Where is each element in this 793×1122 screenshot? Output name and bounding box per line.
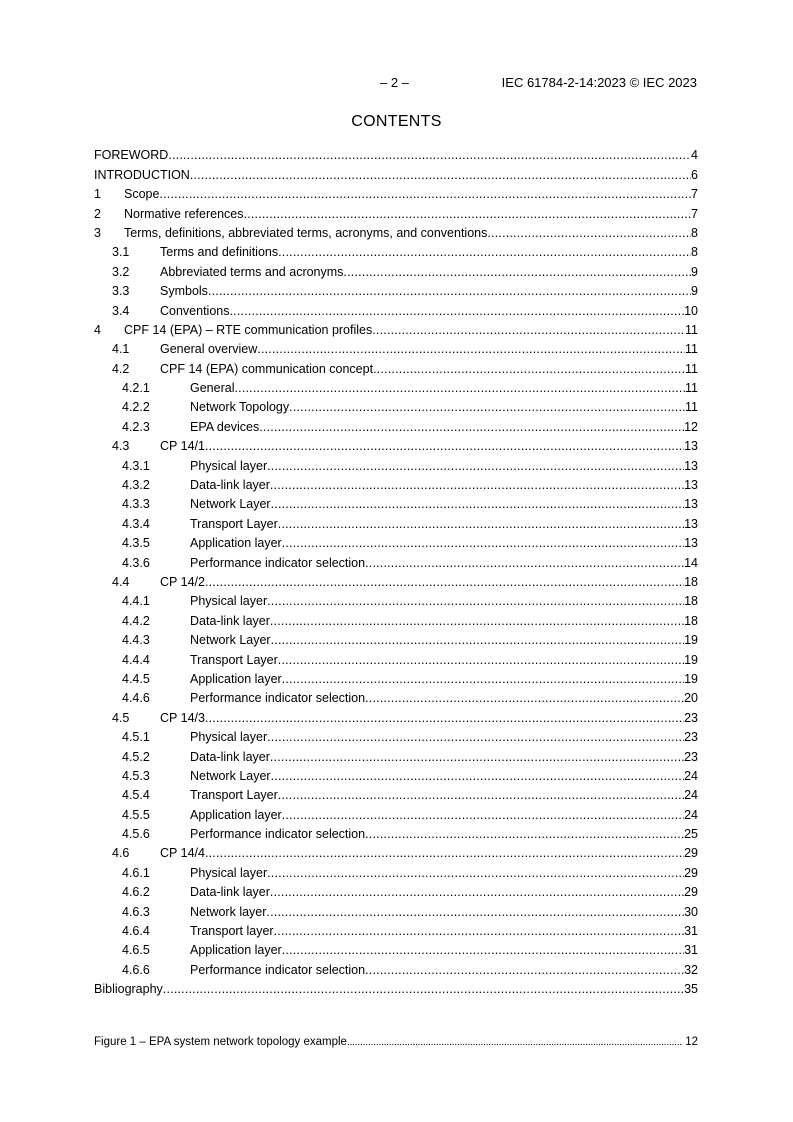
toc-entry-title: Application layer: [190, 536, 282, 551]
toc-entry-title: CP 14/4: [160, 846, 205, 861]
toc-entry[interactable]: [94, 493, 698, 512]
toc-entry[interactable]: [94, 299, 698, 318]
figure-entry-title: Figure 1 – EPA system network topology example: [94, 1036, 347, 1048]
toc-entry-page: 24: [684, 788, 698, 803]
toc-entry-title: EPA devices: [190, 419, 260, 434]
dot-leader: [365, 963, 684, 978]
dot-leader: [230, 304, 685, 319]
list-of-figures: [94, 1035, 698, 1049]
dot-leader: [365, 827, 684, 842]
toc-entry-title: Data-link layer: [190, 749, 270, 764]
toc-entry-page: 11: [685, 361, 698, 376]
toc-entry-title: Network Layer: [190, 768, 271, 783]
toc-entry-number: 3: [94, 225, 101, 240]
toc-entry-title: Performance indicator selection: [190, 962, 366, 977]
toc-entry[interactable]: [94, 377, 698, 396]
toc-entry-number: 4.2: [112, 361, 130, 376]
toc-entry-title: General: [190, 381, 235, 396]
toc-entry-number: 4.6.5: [122, 943, 150, 958]
toc-entry[interactable]: [94, 629, 698, 648]
contents-heading: CONTENTS: [351, 113, 442, 130]
figure-entry[interactable]: [94, 1035, 698, 1049]
toc-entry-title: Application layer: [190, 671, 282, 686]
toc-entry-title: Network Layer: [190, 497, 271, 512]
toc-entry[interactable]: [94, 222, 698, 241]
toc-entry-page: 35: [684, 982, 698, 997]
dot-leader: [278, 788, 684, 803]
toc-entry[interactable]: [94, 823, 698, 842]
dot-leader: [267, 594, 684, 609]
toc-entry-title: Physical layer: [190, 458, 268, 473]
toc-entry-page: 31: [684, 924, 698, 939]
toc-entry-number: 4.4: [112, 574, 130, 589]
dot-leader: [347, 1035, 682, 1049]
toc-entry[interactable]: [94, 202, 698, 221]
dot-leader: [267, 866, 684, 881]
toc-entry[interactable]: [94, 706, 698, 725]
toc-entry-number: 4.4.5: [122, 671, 150, 686]
toc-entry-number: 3.3: [112, 284, 130, 299]
toc-entry-title: CPF 14 (EPA) communication concept: [160, 361, 374, 376]
toc-entry-page: 4: [691, 148, 698, 163]
toc-entry-number: 4: [94, 322, 101, 337]
toc-entry-number: 4.4.3: [122, 633, 150, 648]
toc-entry[interactable]: [94, 765, 698, 784]
toc-entry-title: General overview: [160, 342, 258, 357]
toc-entry[interactable]: [94, 609, 698, 628]
toc-entry-number: 4.2.2: [122, 400, 150, 415]
toc-entry[interactable]: [94, 474, 698, 493]
toc-entry[interactable]: [94, 784, 698, 803]
toc-entry-title: Physical layer: [190, 730, 268, 745]
toc-entry-title: Performance indicator selection: [190, 555, 366, 570]
toc-entry-title: Performance indicator selection: [190, 691, 366, 706]
toc-entry-page: 25: [684, 827, 698, 842]
toc-entry-page: 14: [684, 555, 698, 570]
toc-entry[interactable]: [94, 241, 698, 260]
toc-entry-page: 23: [684, 730, 698, 745]
toc-entry[interactable]: [94, 280, 698, 299]
dot-leader: [234, 381, 685, 396]
toc-entry-title: Application layer: [190, 943, 282, 958]
toc-entry[interactable]: [94, 435, 698, 454]
toc-entry-page: 13: [684, 458, 698, 473]
toc-entry-title: Terms, definitions, abbreviated terms, acronyms, and conventions: [124, 225, 488, 240]
toc-entry-number: 4.5.4: [122, 788, 150, 803]
toc-entry-number: 3.1: [112, 245, 130, 260]
toc-entry[interactable]: [94, 920, 698, 939]
dot-leader: [271, 633, 685, 648]
toc-entry-page: 9: [691, 264, 698, 279]
toc-entry-title: CP 14/2: [160, 574, 205, 589]
dot-leader: [365, 691, 684, 706]
toc-entry[interactable]: [94, 338, 698, 357]
toc-entry-page: 29: [684, 885, 698, 900]
toc-entry-number: 4.6.2: [122, 885, 150, 900]
dot-leader: [365, 556, 684, 571]
toc-entry[interactable]: [94, 319, 698, 338]
toc-entry-number: 4.4.1: [122, 594, 150, 609]
toc-entry-title: Conventions: [160, 303, 230, 318]
toc-entry-number: 1: [94, 187, 101, 202]
toc-entry-number: 4.5: [112, 710, 130, 725]
toc-entry-page: 13: [684, 478, 698, 493]
toc-entry-page: 13: [684, 497, 698, 512]
toc-entry-number: 4.4.4: [122, 652, 150, 667]
dot-leader: [259, 420, 684, 435]
toc-entry-page: 29: [684, 865, 698, 880]
toc-entry-title: CP 14/1: [160, 439, 205, 454]
toc-entry-title: INTRODUCTION: [94, 167, 190, 182]
dot-leader: [267, 459, 684, 474]
toc-entry[interactable]: [94, 396, 698, 415]
toc-entry-title: Performance indicator selection: [190, 827, 366, 842]
toc-entry-title: Transport layer: [190, 924, 274, 939]
toc-entry-number: 4.6.3: [122, 904, 150, 919]
toc-entry-page: 12: [684, 419, 698, 434]
toc-entry-number: 4.5.5: [122, 807, 150, 822]
dot-leader: [274, 924, 685, 939]
toc-entry-number: 4.6.4: [122, 924, 150, 939]
dot-leader: [282, 808, 684, 823]
toc-entry[interactable]: [94, 357, 698, 376]
dot-leader: [270, 614, 684, 629]
dot-leader: [271, 769, 685, 784]
toc-entry-number: 4.2.1: [122, 381, 150, 396]
dot-leader: [168, 148, 691, 163]
toc-entry-number: 4.6: [112, 846, 130, 861]
dot-leader: [278, 517, 684, 532]
toc-entry[interactable]: [94, 668, 698, 687]
toc-entry-title: Normative references: [124, 206, 244, 221]
toc-entry-title: Abbreviated terms and acronyms: [160, 264, 344, 279]
dot-leader: [343, 265, 691, 280]
dot-leader: [270, 750, 684, 765]
dot-leader: [278, 653, 684, 668]
toc-entry-page: 23: [684, 749, 698, 764]
toc-entry[interactable]: [94, 803, 698, 822]
dot-leader: [205, 439, 684, 454]
toc-entry-title: Application layer: [190, 807, 282, 822]
toc-entry-title: Data-link layer: [190, 885, 270, 900]
dot-leader: [282, 536, 684, 551]
dot-leader: [159, 187, 691, 202]
toc-entry-page: 24: [684, 768, 698, 783]
toc-entry-number: 4.3.3: [122, 497, 150, 512]
toc-entry[interactable]: [94, 687, 698, 706]
toc-entry[interactable]: [94, 648, 698, 667]
dot-leader: [205, 575, 684, 590]
toc-entry-number: 4.3: [112, 439, 130, 454]
toc-entry-title: Scope: [124, 187, 160, 202]
dot-leader: [244, 207, 692, 222]
toc-entry-page: 13: [684, 536, 698, 551]
toc-entry-number: 4.5.3: [122, 768, 150, 783]
toc-entry[interactable]: [94, 939, 698, 958]
dot-leader: [205, 846, 684, 861]
toc-entry-page: 7: [691, 187, 698, 202]
toc-entry[interactable]: [94, 144, 698, 163]
dot-leader: [373, 362, 685, 377]
toc-entry-page: 19: [684, 633, 698, 648]
toc-entry-number: 2: [94, 206, 101, 221]
toc-entry-page: 18: [684, 574, 698, 589]
toc-entry-title: Physical layer: [190, 594, 268, 609]
toc-entry-page: 11: [685, 342, 698, 357]
toc-entry[interactable]: [94, 842, 698, 861]
toc-entry-title: CP 14/3: [160, 710, 205, 725]
dot-leader: [278, 245, 691, 260]
toc-entry[interactable]: [94, 260, 698, 279]
toc-entry[interactable]: [94, 590, 698, 609]
toc-entry-number: 4.5.1: [122, 730, 150, 745]
toc-entry[interactable]: [94, 881, 698, 900]
toc-entry-number: 3.4: [112, 303, 130, 318]
toc-entry-title: Network Layer: [190, 633, 271, 648]
toc-entry-page: 11: [685, 400, 698, 415]
toc-entry[interactable]: [94, 745, 698, 764]
toc-entry-page: 23: [684, 710, 698, 725]
toc-entry-page: 6: [691, 167, 698, 182]
toc-entry-page: 11: [685, 381, 698, 396]
toc-entry-page: 13: [684, 516, 698, 531]
toc-entry-page: 18: [684, 613, 698, 628]
toc-entry[interactable]: [94, 512, 698, 531]
dot-leader: [257, 342, 685, 357]
toc-entry-number: 4.4.2: [122, 613, 150, 628]
dot-leader: [163, 982, 684, 997]
toc-entry-page: 10: [684, 303, 698, 318]
toc-entry[interactable]: [94, 978, 698, 997]
toc-entry-title: Data-link layer: [190, 613, 270, 628]
toc-entry-number: 3.2: [112, 264, 130, 279]
toc-entry-page: 29: [684, 846, 698, 861]
toc-entry[interactable]: [94, 861, 698, 880]
toc-entry-page: 13: [684, 439, 698, 454]
toc-entry-title: Bibliography: [94, 982, 163, 997]
toc-entry-title: Terms and definitions: [160, 245, 279, 260]
toc-entry[interactable]: [94, 551, 698, 570]
toc-entry-page: 30: [684, 904, 698, 919]
dot-leader: [487, 226, 691, 241]
toc-entry-page: 9: [691, 284, 698, 299]
toc-entry-page: 18: [684, 594, 698, 609]
toc-entry-number: 4.6.6: [122, 962, 150, 977]
toc-entry-page: 19: [684, 671, 698, 686]
toc-entry-number: 4.1: [112, 342, 130, 357]
toc-entry-page: 20: [684, 691, 698, 706]
toc-entry-title: CPF 14 (EPA) – RTE communication profiles: [124, 322, 373, 337]
toc-entry-number: 4.3.2: [122, 478, 150, 493]
toc-entry-title: FOREWORD: [94, 148, 169, 163]
toc-entry-title: Network layer: [190, 904, 267, 919]
document-reference: IEC 61784-2-14:2023 © IEC 2023: [501, 75, 697, 90]
dot-leader: [266, 905, 684, 920]
toc-entry-number: 4.5.2: [122, 749, 150, 764]
toc-entry-title: Transport Layer: [190, 788, 278, 803]
toc-entry-number: 4.5.6: [122, 827, 150, 842]
toc-entry-page: 11: [685, 322, 698, 337]
toc-entry-title: Network Topology: [190, 400, 290, 415]
toc-entry[interactable]: [94, 163, 698, 182]
toc-entry[interactable]: [94, 183, 698, 202]
toc-entry-title: Transport Layer: [190, 516, 278, 531]
toc-entry-title: Symbols: [160, 284, 208, 299]
page-number: – 2 –: [380, 75, 409, 90]
toc-entry-page: 19: [684, 652, 698, 667]
toc-entry-number: 4.4.6: [122, 691, 150, 706]
dot-leader: [282, 943, 684, 958]
toc-entry-page: 8: [691, 245, 698, 260]
dot-leader: [270, 478, 684, 493]
toc-entry-page: 32: [684, 962, 698, 977]
toc-entry-number: 4.3.5: [122, 536, 150, 551]
toc-entry-title: Data-link layer: [190, 478, 270, 493]
toc-entry-number: 4.3.4: [122, 516, 150, 531]
toc-entry[interactable]: [94, 958, 698, 977]
table-of-contents: [94, 144, 698, 997]
toc-entry[interactable]: [94, 571, 698, 590]
figure-entry-page: 12: [685, 1036, 698, 1048]
dot-leader: [270, 885, 684, 900]
toc-entry-title: Transport Layer: [190, 652, 278, 667]
dot-leader: [282, 672, 684, 687]
toc-entry[interactable]: [94, 415, 698, 434]
dot-leader: [271, 497, 685, 512]
dot-leader: [372, 323, 685, 338]
toc-entry-page: 7: [691, 206, 698, 221]
dot-leader: [190, 168, 691, 183]
dot-leader: [267, 730, 684, 745]
toc-entry[interactable]: [94, 900, 698, 919]
toc-entry[interactable]: [94, 726, 698, 745]
toc-entry[interactable]: [94, 454, 698, 473]
toc-entry-title: Physical layer: [190, 865, 268, 880]
toc-entry-number: 4.3.1: [122, 458, 150, 473]
dot-leader: [208, 284, 691, 299]
toc-entry-page: 8: [691, 225, 698, 240]
toc-entry-number: 4.6.1: [122, 865, 150, 880]
dot-leader: [205, 711, 684, 726]
dot-leader: [289, 400, 685, 415]
toc-entry-page: 31: [684, 943, 698, 958]
toc-entry-page: 24: [684, 807, 698, 822]
toc-entry-number: 4.2.3: [122, 419, 150, 434]
toc-entry[interactable]: [94, 532, 698, 551]
toc-entry-number: 4.3.6: [122, 555, 150, 570]
